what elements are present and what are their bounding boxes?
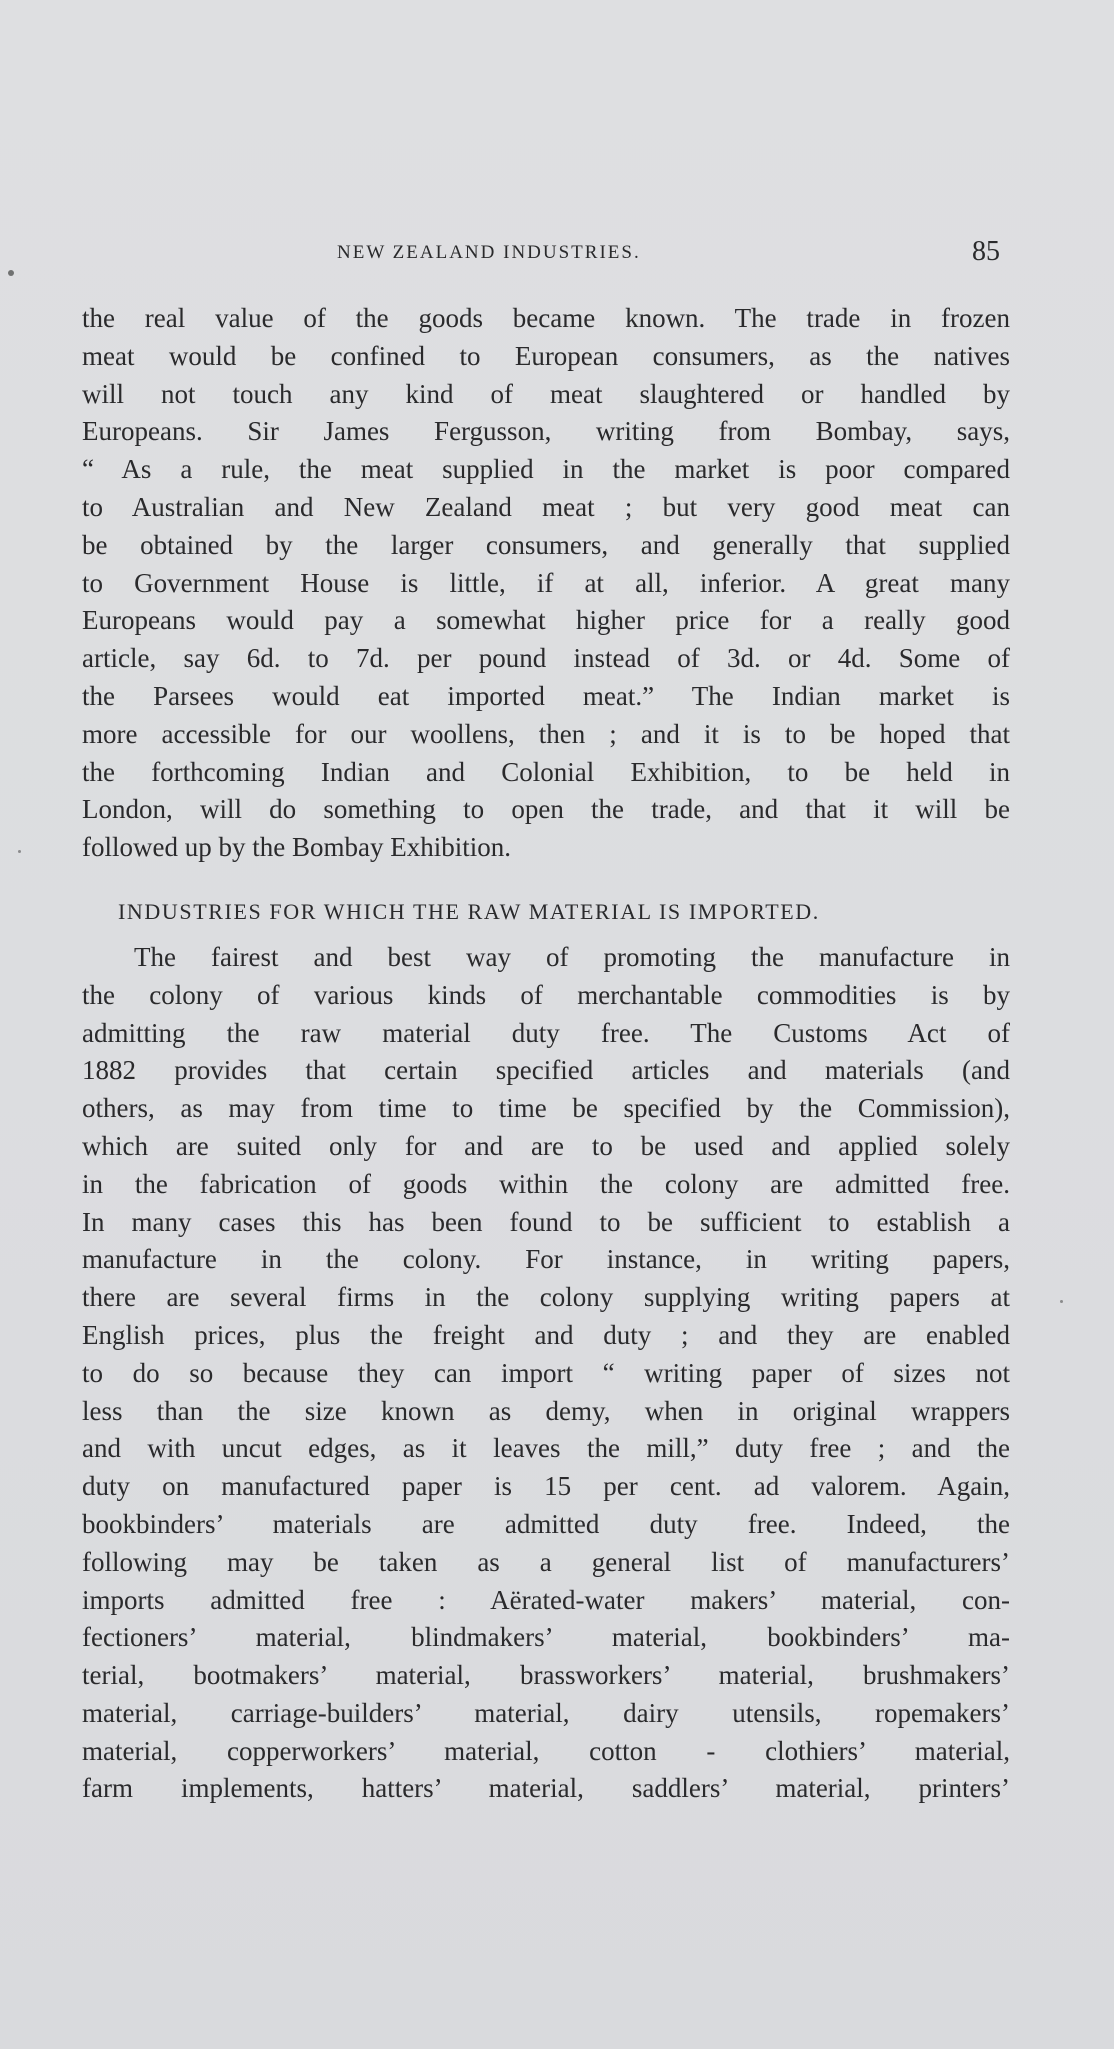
text-line: others, as may from time to time be specified by the Commission), [82,1093,1010,1124]
text-line: admitting the raw material duty free. The Customs Act of [82,1017,1010,1048]
text-line: to Australian and New Zealand meat ; but very good meat can [82,491,1010,522]
text-line: following may be taken as a general list of manufacturers’ [82,1546,1010,1577]
paragraph-1 [82,300,1010,867]
running-header [80,236,1000,276]
text-line: followed up by the Bombay Exhibition. [82,832,511,863]
text-line: material, carriage-builders’ material, dairy utensils, ropemakers’ [82,1697,1010,1728]
text-line: bookbinders’ materials are admitted duty free. Indeed, the [82,1508,1010,1539]
text-line: in the fabrication of goods within the colony are admitted free. [82,1168,1010,1199]
text-line: The fairest and best way of promoting the manufacture in [134,941,1010,972]
text-line: English prices, plus the freight and duty ; and they are enabled [82,1319,1010,1350]
text-line: imports admitted free : Aërated-water makers’ material, con- [82,1584,1010,1615]
text-line: the colony of various kinds of merchantable commodities is by [82,979,1010,1010]
paper-speck [18,850,21,853]
text-line: will not touch any kind of meat slaughtered or handled by [82,378,1010,409]
running-title: NEW ZEALAND INDUSTRIES. [337,242,641,263]
paper-speck [8,270,14,276]
text-line: there are several firms in the colony supplying writing papers at [82,1282,1010,1313]
text-line: the Parsees would eat imported meat.” The Indian market is [82,680,1010,711]
text-line: duty on manufactured paper is 15 per cent. ad valorem. Again, [82,1471,1010,1502]
page-number: 85 [972,236,1000,267]
text-line: London, will do something to open the trade, and that it will be [82,794,1010,825]
text-line: the real value of the goods became known. The trade in frozen [82,303,1010,333]
text-line: Europeans. Sir James Fergusson, writing from Bombay, says, [82,416,1010,447]
paper-speck [1060,1300,1063,1303]
text-line: terial, bootmakers’ material, brassworkers’ material, brushmakers’ [82,1660,1010,1691]
text-line: be obtained by the larger consumers, and generally that supplied [82,529,1010,560]
text-line: the forthcoming Indian and Colonial Exhibition, to be held in [82,756,1010,787]
section-heading: INDUSTRIES FOR WHICH THE RAW MATERIAL IS IMPORTED. [118,898,820,924]
text-line: In many cases this has been found to be sufficient to establish a [82,1206,1010,1237]
text-line: manufacture in the colony. For instance, in writing papers, [82,1244,1010,1275]
text-line: article, say 6d. to 7d. per pound instead of 3d. or 4d. Some of [82,643,1010,674]
text-line: meat would be confined to European consumers, as the natives [82,340,1010,371]
text-line: more accessible for our woollens, then ; and it is to be hoped that [82,718,1010,749]
text-line: to do so because they can import “ writing paper of sizes not [82,1357,1010,1388]
text-line: Europeans would pay a somewhat higher price for a really good [82,605,1010,636]
text-line: “ As a rule, the meat supplied in the market is poor compared [82,454,1010,485]
text-line: to Government House is little, if at all, inferior. A great many [82,567,1010,598]
text-line: less than the size known as demy, when in original wrappers [82,1395,1010,1426]
text-line: material, copperworkers’ material, cotton - clothiers’ material, [82,1735,1010,1766]
body-text [82,300,1010,1808]
text-line: and with uncut edges, as it leaves the mill,” duty free ; and the [82,1433,1010,1464]
paragraph-2 [82,939,1010,1808]
text-line: 1882 provides that certain specified articles and materials (and [82,1055,1010,1086]
text-line: fectioners’ material, blindmakers’ material, bookbinders’ ma- [82,1622,1010,1653]
text-line: which are suited only for and are to be used and applied solely [82,1130,1010,1161]
text-line: farm implements, hatters’ material, saddlers’ material, printers’ [82,1773,1010,1804]
